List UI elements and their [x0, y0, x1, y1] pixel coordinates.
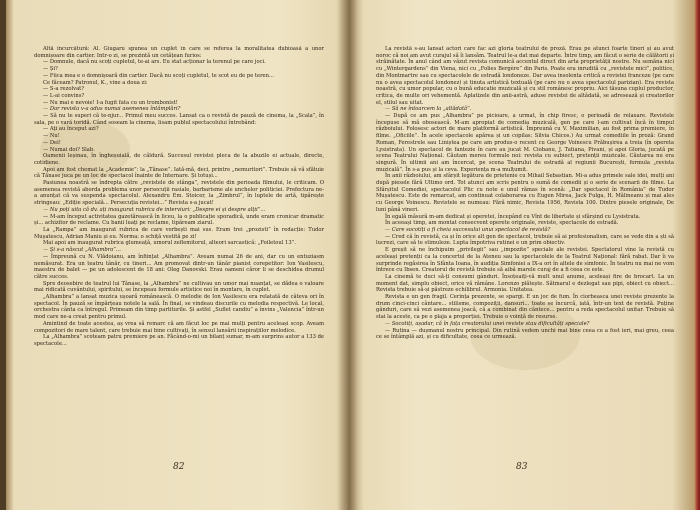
paragraph: Spre deosebire de teatrul lui Tănase, la „Alhambra” ne cultivau un umor mai nuanțat, se dădea o valoare mai ridicată cuvântului, spiritului, se începeau formule artistice noi în montare, în cuplet. — [34, 280, 324, 294]
right-page-text — [376, 46, 674, 436]
paragraph: — Fiica mea e o domnișoară din cartier. Dacă nu scoți cupletul, te scot eu de pe teren... — [43, 72, 274, 79]
paragraph: — Numai doi? Slab. — [43, 146, 95, 153]
paragraph: — Care socotiți a fi cheia succesului unui spectacol de revistă? — [385, 226, 551, 233]
paragraph: În aceeași timp, am montat consecvent operete originale, reviste, spectacole de estradă. — [385, 220, 619, 227]
paragraph: — Ați au început azi? — [43, 126, 99, 133]
paragraph: În anii războiului, am sfârșit legătura de prietenie cu Mihail Sebastian. Mi-a adus primele sale idei, mulți ani după piesele fără Ultimo ord. Tot atunci am scris pentru o sumă de comedii și o serie de scenarii de filme. La Sfârșitul Comediei, spectacolul Plic cu note e unul rămas în scenă: „Dar spectacol în România” de Tudor Mușatescu. Este de remarcat, am continuat colaborarea cu Eugen Mirea, Jack Fulga, H. Mălineanu și mai ales cu George Voinescu. Revistele se numeau: Fără nimic, Revista 1956, Revista 100. Dintre piesele originale, De luni până vineri. — [376, 173, 674, 213]
paragraph: La „Rampa” am inaugurat rubrica de care vorbești mai sus. Eram trei „prozisti” în redacție: Tudor Mușatescu, Adrian Maniu și eu. Norma: o schiță vestită pe zi! — [34, 226, 324, 240]
paragraph: În egală măsură m-am dedicat și operetei, începând cu Vînt de libertate și sfârșind cu Lysistrata. — [385, 213, 641, 220]
paragraph: E greșit să ne închipuim „privilegii” sau „impozite” speciale ale revistei. Spectatorul vine la revistă cu aceleași pretenții ca la concertul de la Ateneu sau la spectacolele de la Teatrul Național: fără rabat. Dar îi va surprinde regăsirea în Sfânta Ioana, în audiția Simfoniei a IX-a ori în altele de simfonic. În teatru nu mai ne vom întrece cu Ibsen. Creatorul de revistă trebuie să aibă marele curaj de a fi ceea ce este. — [376, 247, 674, 274]
paragraph: — Nu! — [43, 133, 60, 140]
paragraph: La revistă s-au lansat actori care fac azi gloria teatrului de proză. Erau pe atunci foarte tineri și au avut noroc că noi am avut curajul să îi lansăm. Teatrul le-a dat mai departe. Între timp, am făcut o serie de călătorii și străinătate. În anul când am văzut revista comunică accentul direct din arta proprietății nostre. Nu semăna nici cu „Wintergardens” din Viena, nici cu „Folies Bergère” din Paris. Poate era inrudită cu „revistele mici”, politice, din Montmartre sau cu spectacolele de estradă londoneze. Dar avea insolenta critică a revistei franceze (pe care nu o avea spectacolul londonez) și tinuta artistică textuală (pe care nu o avea spectacolul parizian). Era revista noastră, cu umor popular, cu o bună educatie muzicală și cu stil românesc propriu. Aici tăsuna cuplul productor, critica, de multe ori vehementă. Aplatizele din anii-astră, aduse revistei de altădată, se adresează și creatorilor el, stilul sau uitat. — [376, 46, 674, 106]
paragraph: Revista e un gen fragil. Cerința prezente, se spargi. E un joc de fum. În ciorbeasca unei reviste prezente la drum cinci-cinci cântare... stilisme, compoziții, dansuri... toate se încurcă, iată, într-un text de revistă. Puține gânduri, care să vezi asemenea joacă, că a combinat din cântece... pentru a reda spectacolul unitar. Trebuie să stai la aceste, ca pe o plaja a proporției. Trebuie o voință de resurse. — [376, 294, 674, 321]
paragraph: La cinemă te duci să-ți consumi gânduri. Însoțeaiți-vă mult unul anume, aceleași fire de brocart. La un moment dat, simplu obiect, orice vă rămâne. Lorenzo plătește. Sătmarul e dezlegat sau pipi, obiect cu obiect... Revista trebuie să-și păstreze echilibrul. Armonia. Unitatea. — [376, 273, 674, 294]
right-page — [356, 0, 690, 510]
paragraph: — Domnule, dacă nu scoți cupletul, te-ai ars. Eu stat acționar la terenul pe care joci. — [43, 59, 266, 66]
paragraph: — După ce am pus „Alhambra” pe picioare, a urmat, în chip firesc, o perioadă de relaxare. Revistele începuse să mă obosească. M-am apropiat de comedia muzicală, gen pe care l-am cultivat încă în timpul războiului. Folosesc actori de mare platformă artistică. Împreună cu V. Maximilian, au fost prima premiere, în filme. „Oficiile”. În acele spectacole apărea și un copilas: Silvia Chicos.) Au urmat comediile în proză: Grand Roman, Ferestrele sau Liniștea pe care am produs-o recent cu George Voinescu Prăbușirea a treia (în opereta Lysistrata). Un spectacol de fantezie în care au jucat M. Ciobanu, J. Tatiana, Pivani, și apoi Gloria, jucată pe scena Teatrului Național. Căutam mereu formule noi: revista cu subiect, pretenții muzicale. Căutarea nu era singură. În ultimii ani am încercat, pe scena Teatrului de estradă al regiunii București, formula „revista muzicală”. În s-a pus și la ceva. Experiența m-a mulțumit. — [376, 113, 674, 173]
right-page-number: 83 — [516, 462, 528, 472]
paragraph: — Să nu te superi că te-njur... Primul meu succes. Lansat ca o revistă de pauză de cinema, la „Scala”, în sala, pe o vară toridă. Când soseam la cinema, lisam publul spectacolului întrebând: — [34, 113, 324, 126]
paragraph: — Dei! — [43, 139, 61, 146]
left-page — [10, 0, 342, 510]
paragraph: Apoi am fost chemat la „Academie”: la „Tănase”. Iată-mă, deci, printre „nemuritori”. Trebuie să vă sfătuie că Tănase juca pe un loc de spectacol înainte de Internare. Și totuși... — [34, 166, 324, 180]
book-edge-left — [0, 0, 6, 510]
paragraph: — S-a rezolvat? — [43, 86, 85, 93]
paragraph: Altă încurcătură: Al. Giugaru spunea un cuplet în care se referea la moralitatea dubioasă a unor domnișoare din cartier. Intr-o zi, se prezintă un cetățean furios: — [34, 46, 324, 59]
left-page-number: 82 — [173, 462, 185, 472]
left-page-text — [34, 46, 324, 436]
book-cover-edge-right — [694, 0, 700, 510]
paragraph: — Să ne întoarcem la „altădată”. — [385, 106, 472, 113]
paragraph: Amintind de toate acestea, aș vrea să remarc că am făcut loc pe mai mulți pentru aceleași scop. Aveam compozitori de mare talent, care trebuie mai bine cultivați, în sensul lansării inspirațiilor melodice. — [34, 320, 324, 334]
paragraph: — Rutina — dușmanul nostru principal. Din rutină vedem unchi mai bine ceea ce a fost ieri, mai greu, ceea ce se întâmplă azi, și cu dificultate, ceea ce urmează. — [376, 327, 674, 341]
paragraph: — Și? — [43, 66, 58, 73]
paragraph: — Împreună cu N. Vlădoianu, am înființat „Alhambra”. Aveam numai 26 de ani, dar cu un entuziasm nemăsurat. Era un teatru tânăr, cu tineri... Am promovat dintr-un tânăr pianist corepetitor: Ion Vasilescu, maestru de balet — pe un adolescent de 18 ani: Oleg Danovski. Erau oameni căror li se deschidea drumul către succes. — [34, 253, 324, 280]
paragraph: — L-ai convins? — [43, 92, 85, 99]
paragraph: Ce făceam? Patronul, K., vine a doua zi: — [43, 79, 148, 86]
paragraph: Mai apoi am inaugurat rubrica glumeață, umorul zeflemitorul, alteori sarcastică: „Foiletoul 13”. — [43, 240, 296, 247]
paragraph: — Cred că în revistă, ca și în orice alt gen de spectacol, trebuie să ai profesionalism, care se vede din a ști să lucrezi, care să te stimuleze. Lupta împotriva rutinei e un prim obiectiv. — [376, 233, 674, 247]
paragraph: La „Alhambra” scoteam patru premiere pe an. Făcând-o-mi un bilanț sumar, m-am surprins autor a 133 de spectacole... — [34, 334, 324, 347]
paragraph: — Nu mai e nevoie! I-a fugit fata cu un trombonist! — [43, 99, 178, 106]
paragraph: „Alhambra” a lansat muzica ușoară românească. O melodie de Ion Vasilescu era relatată de câteva ori în spectacol. În pauză se împărțeau notele la sală. În final, se vindeau discurile cu melodia respectivă. Le local, orchestra cânta ca întregul. Primeam din timp partiturile. Și astfel „Suflet candiu” a învins „Valencia” într-un mod care ne-a creat pentru primul. — [34, 294, 324, 321]
paragraph: — Socotiți, așadar, că în fața creatorului unei reviste stau dificultăți speciale? — [385, 320, 590, 327]
paragraph: Pasiunea noastră se îndrepta către „revistele de stânga”, revistele din perioada filmului, le criticam. O asemenea revistă aborda problema unor persecuții rasiale, barbarisme ale unchelor politiciei. Prefectura ne-a anunțat că va suspenda spectacolul. Alexandru Em. Stoicer, la „Zimbrul”, în luptele de artă, tipărește stringeau: „Ediție specială... Persecuția revistei...” Revista s-a jucat! — [34, 180, 324, 207]
paragraph: — Nu poți uita că dv. ați inaugurat rubrica de interviuri: „Despre ei și despre alții”... — [43, 206, 266, 213]
book-gutter — [338, 0, 358, 510]
paragraph: — M-am început activitatea gazetărească în liceu, la o publicație sporadică, unde eram cronicar dramatic și... achizitor de reclame. Cu banii luați pe reclame, tipăream ziarul. — [34, 213, 324, 227]
paragraph: — Dar revista v-a adus numai asemenea întâmplări? — [43, 106, 181, 113]
paragraph: — Și s-a născut „Alhambra”... — [43, 247, 121, 254]
paragraph: Oamenii leșinau, în îngheșuială, de căldură. Succesul revistei pleca de la abuzile ei actuale, directe, cotidiene. — [34, 153, 324, 166]
